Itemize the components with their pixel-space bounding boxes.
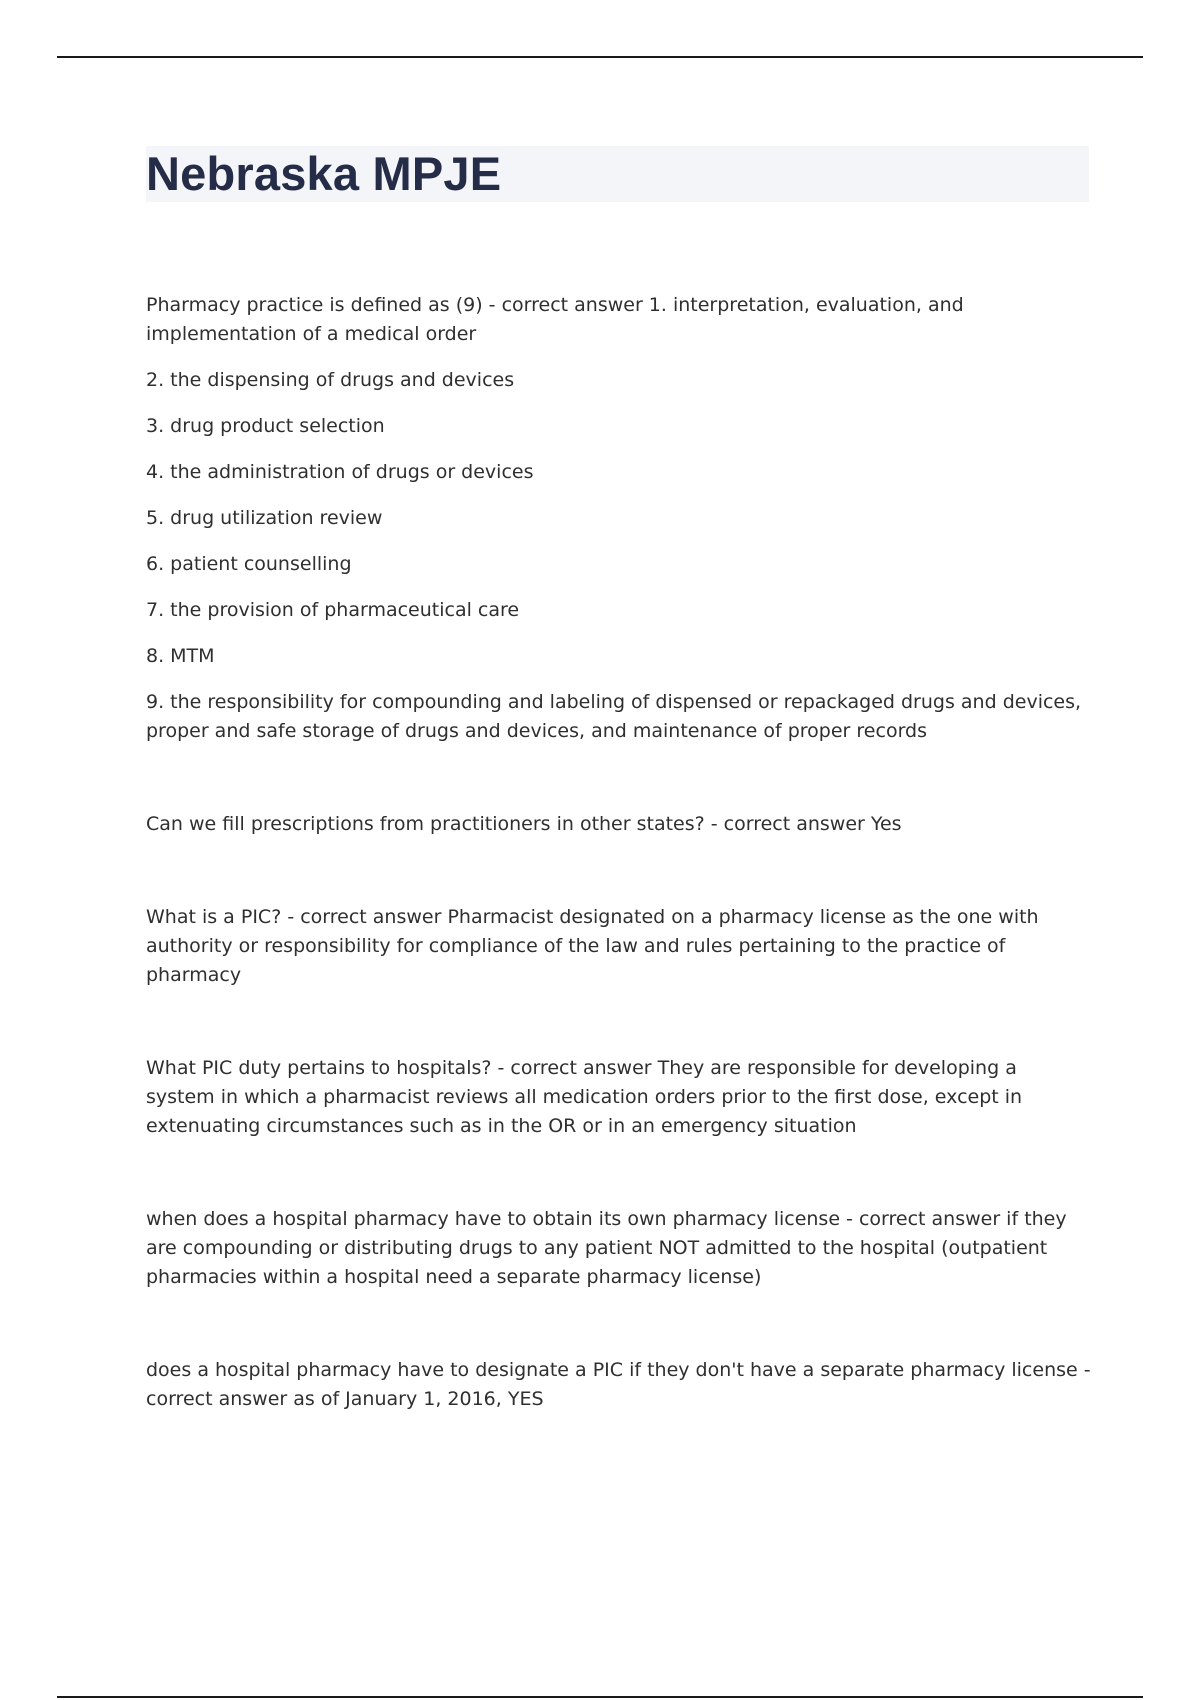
page-title: Nebraska MPJE [146, 147, 502, 200]
document-body [146, 291, 1091, 1431]
spacer [146, 856, 1091, 903]
list-item: 3. drug product selection [146, 415, 385, 437]
list-item: 8. MTM [146, 645, 215, 667]
qa-item [146, 1356, 1091, 1414]
qa-question-line: does a hospital pharmacy have to designate a PIC if they don't have a separate pharmacy license - correct answer as of January 1, 2016, YES [146, 1359, 1091, 1410]
list-item: 2. the dispensing of drugs and devices [146, 369, 515, 391]
qa-item [146, 291, 1091, 746]
top-rule [57, 56, 1143, 58]
list-item: 6. patient counselling [146, 553, 352, 575]
spacer [146, 1158, 1091, 1205]
qa-item [146, 810, 1091, 839]
qa-question-line: when does a hospital pharmacy have to obtain its own pharmacy license - correct answer if they are compounding or distributing drugs to any patient NOT admitted to the hospital (outpatient pharmacies within a hospital need a separate pharmacy license) [146, 1208, 1067, 1288]
qa-item [146, 1205, 1091, 1292]
list-item: 4. the administration of drugs or devices [146, 461, 534, 483]
qa-question-line: What PIC duty pertains to hospitals? - correct answer They are responsible for developing a system in which a pharmacist reviews all medication orders prior to the first dose, except in extenuating circumstances such as in the OR or in an emergency situation [146, 1057, 1023, 1137]
qa-question-line: Can we fill prescriptions from practitioners in other states? - correct answer Yes [146, 813, 902, 835]
list-item: 5. drug utilization review [146, 507, 383, 529]
qa-item [146, 903, 1091, 990]
spacer [146, 1007, 1091, 1054]
spacer [146, 763, 1091, 810]
list-item: 9. the responsibility for compounding and labeling of dispensed or repackaged drugs and devices, proper and safe storage of drugs and devices, and maintenance of proper records [146, 691, 1082, 742]
qa-question-line: Pharmacy practice is defined as (9) - correct answer 1. interpretation, evaluation, and implementation of a medical order [146, 294, 964, 345]
list-item: 7. the provision of pharmaceutical care [146, 599, 520, 621]
qa-question-line: What is a PIC? - correct answer Pharmacist designated on a pharmacy license as the one with authority or responsibility for compliance of the law and rules pertaining to the practice of pharmacy [146, 906, 1039, 986]
bottom-rule [57, 1696, 1143, 1698]
spacer [146, 1309, 1091, 1356]
qa-item [146, 1054, 1091, 1141]
